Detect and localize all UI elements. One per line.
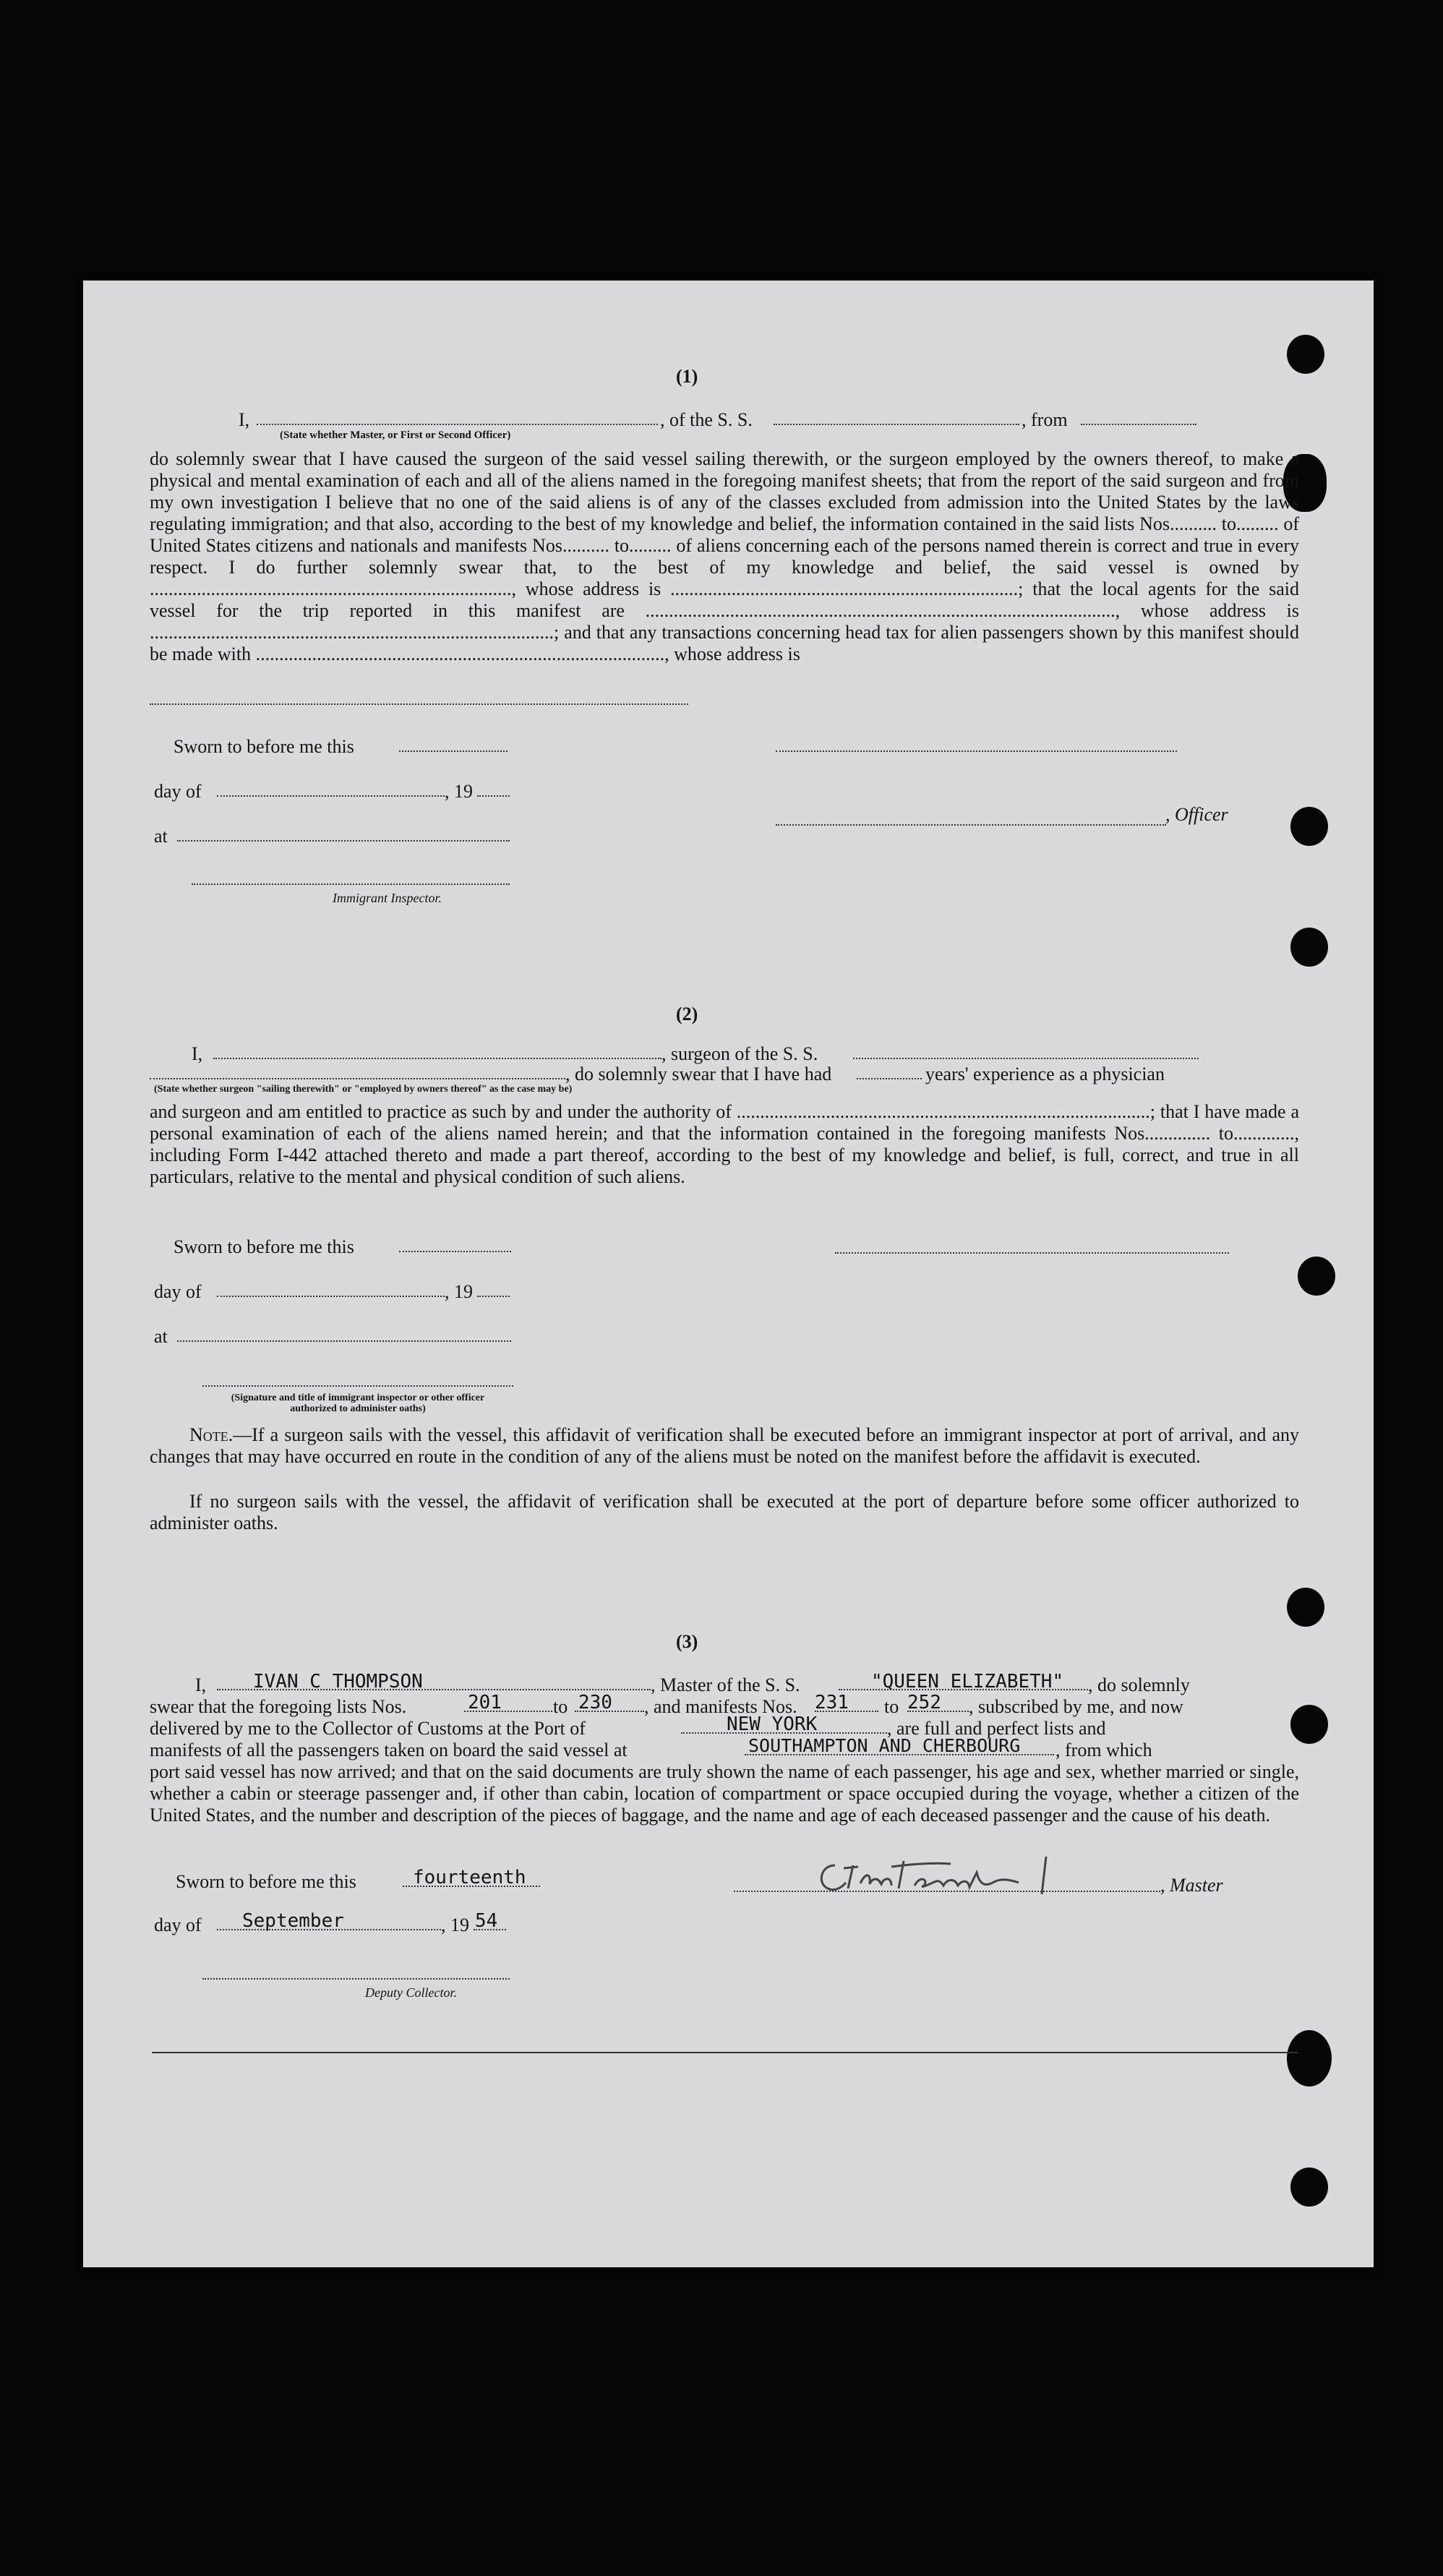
s3-full-perfect: , are full and perfect lists and <box>887 1718 1106 1739</box>
s1-name-line <box>257 424 658 425</box>
s1-at-line <box>177 840 510 842</box>
s3-manifests-of: manifests of all the passengers taken on board the said vessel at <box>150 1740 628 1760</box>
s2-years-line <box>857 1078 922 1079</box>
s3-to-2: to <box>884 1696 899 1717</box>
s2-surgeon-note: (State whether surgeon "sailing therewith" or "employed by owners thereof" as the case may be) <box>154 1084 573 1095</box>
s3-do-solemnly: , do solemnly <box>1088 1674 1190 1695</box>
punch-hole <box>1287 1588 1324 1627</box>
s3-i-label: I, <box>195 1674 207 1695</box>
section-2-number: (2) <box>676 1004 698 1024</box>
s2-at-line <box>177 1340 511 1342</box>
punch-hole <box>1287 335 1324 374</box>
s3-oath-text: port said vessel has now arrived; and that on the said documents are truly shown the name of each passenger, his age and sex, whether married or single, whether a cabin or steerage passenger and, if other than cabin, location of compartment or space occupied during the voyage, whether a citizen of the United States, and the number and description of the pieces of baggage, and the name and age of each deceased passenger and the cause of his death. <box>150 1761 1299 1826</box>
s3-delivered: delivered by me to the Collector of Customs at the Port of <box>150 1718 586 1739</box>
s1-oath-text: do solemnly swear that I have caused the surgeon of the said vessel sailing therewith, or the surgeon employed by the owners thereof, to make a physical and mental examination of each and all of the aliens named in the foregoing manifest sheets; that from the report of the said surgeon and from my own investigation I believe that no one of the said aliens is of any of the classes excluded from admission into the United States by the laws regulating immigration; and that also, according to the best of my knowledge and belief, the information contained in the said lists Nos.......... to......... of United States citizens and nationals and manifests Nos.......... to......... of aliens concerning each of the persons named therein is correct and true in every respect. I do further solemnly swear that, to the best of my knowledge and belief, the said vessel is owned by ............................................................................., whose address is ..........................................................................; that the local agents for the said vessel for the trip reported in this manifest are ...................................................................................................., whose address is ......................................................................................; and that any transactions concerning head tax for alien passengers shown by this manifest should be made with ......................................................................................., whose address is <box>150 448 1299 664</box>
s3-manifests-from: 231 <box>815 1692 849 1713</box>
s3-master-of: , Master of the S. S. <box>651 1674 800 1695</box>
s1-address-line <box>150 703 688 705</box>
s1-sworn-label: Sworn to before me this <box>174 736 354 757</box>
s1-officer-line <box>776 824 1166 826</box>
s1-master-note: (State whether Master, or First or Second Officer) <box>280 429 511 441</box>
bottom-rule <box>152 2052 1298 2053</box>
manifest-page <box>83 281 1374 2267</box>
section-1-number: (1) <box>676 366 698 387</box>
s1-inspector-label: Immigrant Inspector. <box>333 891 442 905</box>
s3-master-label: , Master <box>1160 1875 1223 1896</box>
s3-sworn-day: fourteenth <box>413 1867 526 1888</box>
s2-swear-label: , do solemnly swear that I have had <box>565 1064 832 1084</box>
punch-hole <box>1290 2168 1328 2207</box>
s1-sworn-line <box>399 750 508 752</box>
s3-departure: SOUTHAMPTON AND CHERBOURG <box>748 1735 1021 1756</box>
s3-sworn-label: Sworn to before me this <box>176 1871 356 1892</box>
s2-day-label: day of <box>154 1281 202 1302</box>
s2-inspector-line <box>202 1385 513 1387</box>
s3-to-1: to <box>553 1696 568 1717</box>
punch-hole <box>1290 1705 1328 1744</box>
s2-year-label: , 19 <box>445 1281 473 1302</box>
s2-status-line <box>150 1078 565 1079</box>
punch-hole <box>1287 2030 1332 2087</box>
section-3-number: (3) <box>676 1631 698 1652</box>
s2-oath-text: and surgeon and am entitled to practice as such by and under the authority of ........................................................................................; that I have made a personal examination of each of the aliens named herein; and that the information contained in the foregoing manifests Nos.............. to............., including Form I-442 attached thereto and made a part thereof, according to the best of my knowledge and belief, is full, correct, and true in all particulars, relative to the mental and physical condition of such aliens. <box>150 1101 1299 1187</box>
s1-day-label: day of <box>154 781 202 802</box>
s1-signature-line <box>776 750 1177 752</box>
punch-hole <box>1290 928 1328 967</box>
punch-hole <box>1290 807 1328 846</box>
punch-hole <box>1298 1257 1335 1296</box>
s2-year-line <box>477 1296 510 1297</box>
s1-i-label: I, <box>239 409 250 430</box>
s3-ship-name: "QUEEN ELIZABETH" <box>871 1671 1064 1693</box>
s1-ship-line <box>774 424 1019 425</box>
s1-port-line <box>1081 424 1196 425</box>
s3-subscribed: , subscribed by me, and now <box>969 1696 1183 1717</box>
s3-swear-lists: swear that the foregoing lists Nos. <box>150 1696 407 1717</box>
s3-deputy-line <box>202 1978 510 1980</box>
s2-years-label: years' experience as a physician <box>925 1064 1165 1084</box>
s1-inspector-line <box>192 883 510 885</box>
s2-note <box>150 1424 1299 1468</box>
s2-surgeon-label: , surgeon of the S. S. <box>661 1043 818 1064</box>
s3-from-which: , from which <box>1056 1740 1152 1760</box>
s3-master-name: IVAN C THOMPSON <box>253 1671 423 1693</box>
s1-day-line <box>217 795 445 797</box>
s2-i-label: I, <box>192 1043 203 1064</box>
s3-lists-to: 230 <box>578 1692 612 1713</box>
s3-and-manifests: , and manifests Nos. <box>644 1696 797 1717</box>
s2-note-label: Note. <box>189 1424 234 1445</box>
s2-note-2: If no surgeon sails with the vessel, the affidavit of verification shall be executed at the port of departure before some officer authorized to administer oaths. <box>150 1491 1299 1533</box>
s1-of-ss-label: , of the S. S. <box>660 409 753 430</box>
s1-year-line <box>477 795 510 797</box>
s2-name-line <box>213 1058 661 1059</box>
s1-at-label: at <box>154 826 168 847</box>
s2-sig-note: (Signature and title of immigrant inspector or other officer authorized to administer oaths) <box>231 1392 485 1414</box>
s2-ship-line <box>853 1058 1199 1059</box>
s2-sworn-line <box>399 1251 511 1252</box>
s1-officer-label: , Officer <box>1165 804 1228 825</box>
s3-port: NEW YORK <box>727 1713 818 1735</box>
s3-year: 54 <box>475 1910 498 1932</box>
master-signature <box>813 1851 1059 1901</box>
s2-day-line <box>217 1296 445 1297</box>
s3-day-label: day of <box>154 1914 202 1935</box>
s2-signature-line <box>835 1252 1229 1254</box>
s3-year-prefix: , 19 <box>441 1914 469 1935</box>
s2-sworn-label: Sworn to before me this <box>174 1236 354 1257</box>
s3-lists-from: 201 <box>468 1692 502 1713</box>
s3-deputy-label: Deputy Collector. <box>365 1985 457 2000</box>
s3-manifests-to: 252 <box>907 1692 941 1713</box>
s2-note-text: —If a surgeon sails with the vessel, this affidavit of verification shall be executed before an immigrant inspector at port of arrival, and any changes that may have occurred en route in the condition of any of the aliens must be noted on the manifest before the affidavit is executed. <box>150 1424 1299 1467</box>
s2-at-label: at <box>154 1326 168 1347</box>
s3-month: September <box>242 1910 344 1932</box>
s1-year-label: , 19 <box>445 781 473 802</box>
s1-from-label: , from <box>1022 409 1068 430</box>
